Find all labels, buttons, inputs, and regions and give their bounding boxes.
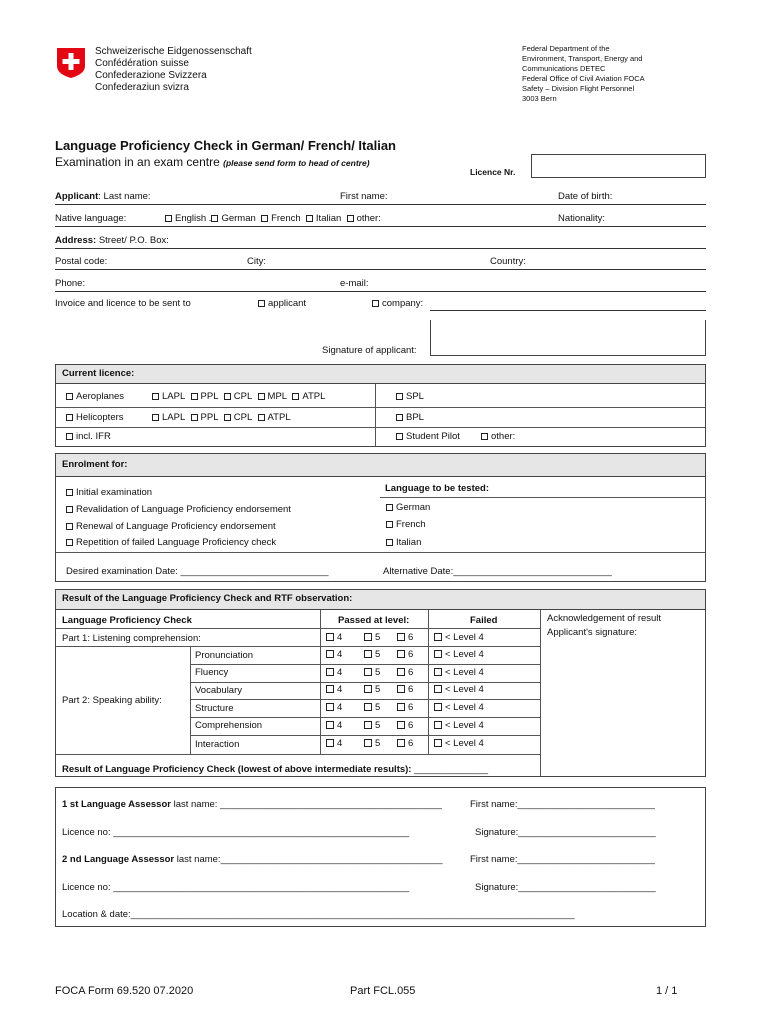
checkbox-icon [386, 539, 393, 546]
signature-applicant-label: Signature of applicant: [322, 345, 417, 356]
checkbox-icon [386, 504, 393, 511]
skill-label: Interaction [195, 739, 240, 750]
checkbox-icon [364, 668, 372, 676]
dept-line: Safety – Division Flight Personnel [522, 84, 635, 93]
email-label: e-mail: [340, 278, 369, 289]
language-tested-underline [380, 497, 706, 498]
level-5-option[interactable]: 5 [364, 667, 380, 679]
nationality-label: Nationality: [558, 213, 605, 224]
col-passed-header: Passed at level: [338, 615, 410, 626]
checkbox-icon [364, 703, 372, 711]
aero-licence-options [152, 391, 325, 403]
grid-line [540, 610, 541, 776]
checkbox-icon [326, 650, 334, 658]
ch-line: Confederazione Svizzera [95, 70, 207, 81]
level-4-option[interactable]: 4 [326, 649, 342, 661]
enrol-renewal-option[interactable]: Renewal of Language Proficiency endorsement [66, 521, 276, 533]
checkbox-icon [396, 414, 403, 421]
test-german-option[interactable]: German [386, 502, 430, 514]
checkbox-icon [434, 668, 442, 676]
ifr-option[interactable]: incl. IFR [66, 431, 111, 443]
ack-line: Applicant's signature: [547, 627, 638, 638]
skill-label: Vocabulary [195, 685, 243, 696]
checkbox-icon [258, 414, 265, 421]
grid-line [56, 646, 540, 647]
subtitle-note: (please send form to head of centre) [223, 158, 370, 168]
checkbox-icon [66, 523, 73, 530]
grid-line [191, 682, 540, 683]
dept-line: 3003 Bern [522, 94, 557, 103]
lang-french-option[interactable]: French [261, 213, 301, 224]
level-5-option[interactable]: 5 [364, 684, 380, 696]
last-name-line[interactable] [55, 204, 706, 205]
lang-english-option[interactable]: English [165, 213, 206, 224]
checkbox-icon [434, 739, 442, 747]
assessor1-first-name[interactable]: First name:__________________________ [470, 799, 655, 810]
checkbox-icon [258, 393, 265, 400]
level-4-option[interactable]: 4 [326, 702, 342, 714]
native-language-label: Native language: [55, 213, 127, 224]
enrol-initial-option[interactable]: Initial examination [66, 487, 152, 499]
checkbox-icon [152, 414, 159, 421]
heli-licence-options [152, 412, 291, 424]
level-4-option[interactable]: 4 [326, 667, 342, 679]
checkbox-icon [211, 215, 218, 222]
checkbox-icon [397, 685, 405, 693]
ch-line: Confédération suisse [95, 58, 189, 69]
location-date-field[interactable]: Location & date:____________________________________________________________________________________ [62, 909, 575, 920]
ack-line: Acknowledgement of result [547, 613, 662, 624]
checkbox-icon [434, 721, 442, 729]
footer-form-number: FOCA Form 69.520 07.2020 [55, 985, 194, 997]
assessor2-signature[interactable]: Signature:__________________________ [475, 882, 656, 893]
checkbox-icon [396, 393, 403, 400]
checkbox-icon [224, 393, 231, 400]
phone-label: Phone: [55, 278, 86, 289]
skill-label: Pronunciation [195, 650, 254, 661]
checkbox-icon [434, 650, 442, 658]
checkbox-icon [397, 668, 405, 676]
checkbox-icon [326, 633, 334, 641]
footer-part: Part FCL.055 [350, 985, 416, 997]
licence-row-divider [376, 407, 705, 408]
level-4-option[interactable]: 4 [326, 720, 342, 732]
current-licence-heading: Current licence: [62, 368, 135, 379]
checkbox-icon [326, 668, 334, 676]
address-line[interactable] [55, 248, 706, 249]
ch-line: Schweizerische Eidgenossenschaft [95, 46, 252, 57]
checkbox-icon [364, 685, 372, 693]
applicant-last-name [55, 191, 151, 203]
enrolment-header [55, 453, 706, 477]
part2-label: Part 2: Speaking ability: [62, 695, 162, 706]
grid-line [191, 699, 540, 700]
grid-line [56, 628, 540, 629]
grid-line [56, 754, 540, 755]
dept-line: Federal Office of Civil Aviation FOCA [522, 74, 645, 83]
assessor1-signature[interactable]: Signature:__________________________ [475, 827, 656, 838]
checkbox-icon [66, 393, 73, 400]
failed-option[interactable]: < Level 4 [434, 649, 484, 661]
level-6-option[interactable]: 6 [397, 649, 413, 661]
checkbox-icon [292, 393, 299, 400]
heli-cpl-option[interactable]: CPL [224, 412, 252, 423]
level-5-option[interactable]: 5 [364, 720, 380, 732]
checkbox-icon [191, 414, 198, 421]
level-4-option[interactable]: 4 [326, 684, 342, 696]
checkbox-icon [224, 414, 231, 421]
postal-line[interactable] [55, 269, 706, 270]
enrol-revalidation-option[interactable]: Revalidation of Language Proficiency endorsement [66, 504, 291, 516]
student-pilot-option[interactable]: Student Pilot [396, 431, 460, 443]
skill-label: Comprehension [195, 720, 263, 731]
assessor1-last-name[interactable]: 1 st Language Assessor last name: __________________________________________ [62, 799, 442, 810]
invoice-company-option[interactable]: company: [372, 298, 423, 310]
col-failed-header: Failed [470, 615, 498, 626]
checkbox-icon [66, 539, 73, 546]
lang-other-option[interactable]: other: [347, 213, 381, 224]
alternative-date-field[interactable]: Alternative Date:______________________________ [383, 566, 612, 577]
failed-option[interactable]: < Level 4 [434, 738, 484, 750]
checkbox-icon [326, 739, 334, 747]
enrol-repetition-option[interactable]: Repetition of failed Language Proficiency check [66, 537, 276, 549]
level-5-option[interactable]: 5 [364, 702, 380, 714]
enrolment-heading: Enrolment for: [62, 459, 128, 470]
form-subtitle [55, 155, 370, 169]
part1-label: Part 1: Listening comprehension: [62, 633, 201, 644]
city-label: City: [247, 256, 266, 267]
checkbox-icon [434, 703, 442, 711]
licence-divider [375, 384, 376, 446]
bpl-option[interactable]: BPL [396, 412, 424, 424]
postal-code-label: Postal code: [55, 256, 108, 267]
dept-line: Communications DETEC [522, 64, 606, 73]
failed-option[interactable]: < Level 4 [434, 720, 484, 732]
checkbox-icon [397, 739, 405, 747]
licence-nr-field[interactable] [531, 154, 706, 178]
checkbox-icon [326, 721, 334, 729]
invoice-applicant-option[interactable]: applicant [258, 298, 306, 310]
checkbox-icon [261, 215, 268, 222]
test-french-option[interactable]: French [386, 519, 426, 531]
dob-label: Date of birth: [558, 191, 613, 202]
checkbox-icon [326, 703, 334, 711]
result-heading: Result of the Language Proficiency Check and RTF observation: [62, 593, 353, 604]
enrolment-divider [56, 552, 705, 553]
checkbox-icon [364, 721, 372, 729]
assessor1-licence[interactable]: Licence no: ________________________________________________________ [62, 827, 410, 838]
current-licence-header [55, 364, 706, 384]
checkbox-icon [364, 739, 372, 747]
checkbox-icon [66, 489, 73, 496]
checkbox-icon [326, 685, 334, 693]
country-label: Country: [490, 256, 526, 267]
heli-lapl-option[interactable]: LAPL [152, 412, 185, 423]
grid-line [191, 735, 540, 736]
checkbox-icon [66, 433, 73, 440]
ch-line: Confederaziun svizra [95, 82, 189, 93]
street-label: Street/ P.O. Box: [98, 235, 169, 246]
desired-date-field[interactable]: Desired examination Date: ____________________________ [66, 566, 329, 577]
failed-option[interactable]: < Level 4 [434, 702, 484, 714]
aero-mpl-option[interactable]: MPL [258, 391, 288, 402]
skill-label: Fluency [195, 667, 229, 678]
native-language-line[interactable] [55, 226, 706, 227]
level-6-option[interactable]: 6 [397, 720, 413, 732]
address-label: Address: [55, 235, 97, 246]
aero-cpl-option[interactable]: CPL [224, 391, 252, 402]
checkbox-icon [364, 650, 372, 658]
level-6-option[interactable]: 6 [397, 632, 413, 644]
spl-option[interactable]: SPL [396, 391, 424, 403]
checkbox-icon [152, 393, 159, 400]
checkbox-icon [397, 721, 405, 729]
footer-page: 1 / 1 [656, 985, 678, 997]
subtitle-text: Examination in an exam centre [55, 155, 220, 169]
aero-lapl-option[interactable]: LAPL [152, 391, 185, 402]
address-row [55, 235, 169, 247]
checkbox-icon [397, 703, 405, 711]
licence-row-divider [56, 407, 375, 408]
applicant-label: Applicant [55, 191, 99, 202]
checkbox-icon [434, 685, 442, 693]
test-italian-option[interactable]: Italian [386, 537, 421, 549]
checkbox-icon [258, 300, 265, 307]
level-6-option[interactable]: 6 [397, 667, 413, 679]
checkbox-icon [306, 215, 313, 222]
aero-ppl-option[interactable]: PPL [191, 391, 219, 402]
checkbox-icon [372, 300, 379, 307]
lang-german-option[interactable]: German [211, 213, 255, 224]
checkbox-icon [364, 633, 372, 641]
checkbox-icon [396, 433, 403, 440]
grid-line [191, 717, 540, 718]
phone-line[interactable] [55, 291, 706, 292]
checkbox-icon [66, 414, 73, 421]
licence-other-option[interactable]: other: [481, 431, 515, 443]
company-field[interactable] [430, 320, 706, 356]
failed-option[interactable]: < Level 4 [434, 667, 484, 679]
level-5-option[interactable]: 5 [364, 632, 380, 644]
checkbox-icon [397, 650, 405, 658]
skill-label: Structure [195, 703, 234, 714]
checkbox-icon [397, 633, 405, 641]
checkbox-icon [191, 393, 198, 400]
first-name-label: First name: [340, 191, 388, 202]
level-5-option[interactable]: 5 [364, 649, 380, 661]
summary-blank[interactable]: ______________ [414, 764, 489, 775]
company-line[interactable] [430, 310, 706, 311]
level-5-option[interactable]: 5 [364, 738, 380, 750]
department-address [522, 44, 645, 104]
last-name-label: : Last name: [98, 191, 151, 202]
confederation-names [95, 46, 252, 94]
failed-option[interactable]: < Level 4 [434, 632, 484, 644]
failed-option[interactable]: < Level 4 [434, 684, 484, 696]
dept-line: Federal Department of the [522, 44, 610, 53]
grid-line [190, 646, 191, 754]
aero-atpl-option[interactable]: ATPL [292, 391, 325, 402]
dept-line: Environment, Transport, Energy and [522, 54, 643, 63]
checkbox-icon [434, 633, 442, 641]
summary-label: Result of Language Proficiency Check (lowest of above intermediate results): [62, 764, 412, 775]
checkbox-icon [66, 506, 73, 513]
assessor2-licence[interactable]: Licence no: ________________________________________________________ [62, 882, 410, 893]
level-4-option[interactable]: 4 [326, 738, 342, 750]
checkbox-icon [481, 433, 488, 440]
level-4-option[interactable]: 4 [326, 632, 342, 644]
heli-ppl-option[interactable]: PPL [191, 412, 219, 423]
heli-atpl-option[interactable]: ATPL [258, 412, 291, 423]
native-language-options: English . German French Italian other: [165, 213, 381, 225]
helicopters-option[interactable]: Helicopters [66, 412, 124, 424]
checkbox-icon [347, 215, 354, 222]
lang-italian-option[interactable]: Italian [306, 213, 341, 224]
licence-nr-label: Licence Nr. [470, 167, 516, 177]
level-6-option[interactable]: 6 [397, 684, 413, 696]
checkbox-icon [165, 215, 172, 222]
licence-row-divider [56, 427, 705, 428]
invoice-label: Invoice and licence to be sent to [55, 298, 191, 309]
language-tested-heading: Language to be tested: [385, 483, 489, 494]
checkbox-icon [386, 521, 393, 528]
result-summary [62, 764, 488, 776]
form-title: Language Proficiency Check in German/ French/ Italian [55, 138, 396, 153]
assessor2-first-name[interactable]: First name:__________________________ [470, 854, 655, 865]
level-6-option[interactable]: 6 [397, 738, 413, 750]
swiss-flag-logo [57, 48, 85, 78]
grid-line [191, 664, 540, 665]
aeroplanes-option[interactable]: Aeroplanes [66, 391, 124, 403]
assessor2-last-name[interactable]: 2 nd Language Assessor last name:__________________________________________ [62, 854, 443, 865]
level-6-option[interactable]: 6 [397, 702, 413, 714]
col-check-header: Language Proficiency Check [62, 615, 192, 626]
